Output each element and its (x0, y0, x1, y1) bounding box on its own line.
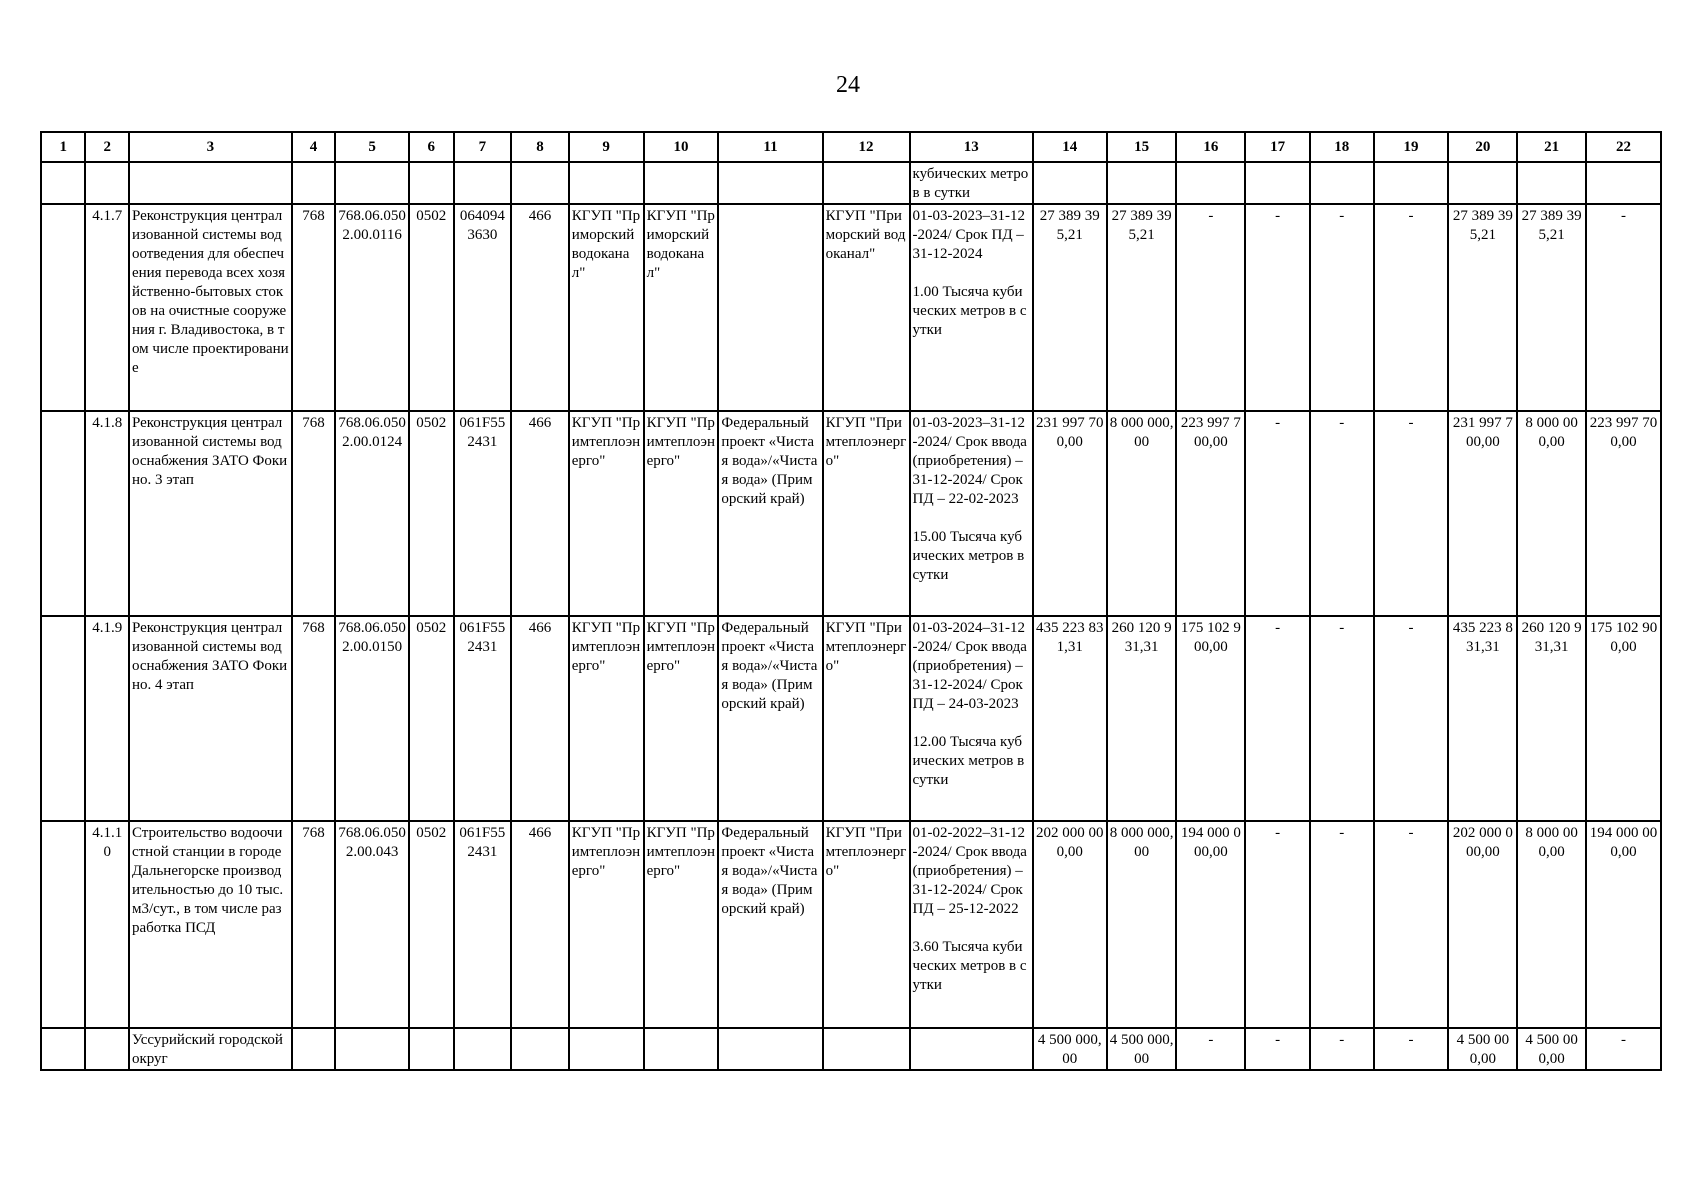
cell: - (1586, 204, 1661, 411)
cell: 4 500 000,00 (1107, 1028, 1177, 1070)
cell: 01-03-2023–31-12-2024/ Срок ПД – 31-12-2024 1.00 Тысяча кубических метров в сутки (910, 204, 1033, 411)
cell: 202 000 000,00 (1448, 821, 1517, 1028)
district-name: Уссурийский городской округ (129, 1028, 292, 1070)
cell: - (1586, 1028, 1661, 1070)
cell: - (1310, 204, 1374, 411)
cell: 768 (292, 411, 335, 616)
cell: - (1310, 1028, 1374, 1070)
col-header: 18 (1310, 132, 1374, 162)
cell (41, 411, 85, 616)
cell (1176, 162, 1245, 204)
cell: 175 102 900,00 (1176, 616, 1245, 821)
cell: 260 120 931,31 (1517, 616, 1586, 821)
cell (335, 162, 409, 204)
cell (1310, 162, 1374, 204)
cell: 768 (292, 616, 335, 821)
cell (41, 616, 85, 821)
col-header: 9 (569, 132, 644, 162)
cell: 8 000 000,00 (1107, 821, 1177, 1028)
cell (41, 1028, 85, 1070)
cell: - (1374, 1028, 1449, 1070)
cell: КГУП "Примтеплоэнерго" (644, 411, 719, 616)
cell: - (1310, 821, 1374, 1028)
cell: 061F552431 (454, 411, 512, 616)
cell: 768 (292, 204, 335, 411)
col-header: 17 (1245, 132, 1310, 162)
cell (41, 821, 85, 1028)
cell: 435 223 831,31 (1448, 616, 1517, 821)
cell (85, 1028, 128, 1070)
cell (409, 1028, 453, 1070)
cell: КГУП "Примтеплоэнерго" (823, 821, 910, 1028)
cell (292, 162, 335, 204)
cell: 8 000 000,00 (1517, 821, 1586, 1028)
cell: - (1245, 204, 1310, 411)
row-number: 4.1.10 (85, 821, 128, 1028)
table-row (41, 204, 1661, 411)
col-header: 20 (1448, 132, 1517, 162)
col-header: 12 (823, 132, 910, 162)
col-header: 7 (454, 132, 512, 162)
cell (569, 1028, 644, 1070)
cell: 768.06.0502.00.0150 (335, 616, 409, 821)
cell: 27 389 395,21 (1107, 204, 1177, 411)
col-header: 21 (1517, 132, 1586, 162)
cell (910, 1028, 1033, 1070)
cell: КГУП "Приморский водоканал" (644, 204, 719, 411)
cell: КГУП "Примтеплоэнерго" (569, 616, 644, 821)
cell: - (1245, 1028, 1310, 1070)
cell: 27 389 395,21 (1517, 204, 1586, 411)
cell: - (1374, 204, 1449, 411)
row-number: 4.1.8 (85, 411, 128, 616)
table-row (41, 1028, 1661, 1070)
cell: 231 997 700,00 (1033, 411, 1107, 616)
table-row (41, 411, 1661, 616)
object-name: Реконструкция централизованной системы водоснабжения ЗАТО Фокино. 3 этап (129, 411, 292, 616)
cell (718, 162, 822, 204)
col-header: 5 (335, 132, 409, 162)
cell (718, 1028, 822, 1070)
cell: 223 997 700,00 (1586, 411, 1661, 616)
cell (454, 1028, 512, 1070)
cell: 0640943630 (454, 204, 512, 411)
cell: 01-03-2023–31-12-2024/ Срок ввода (приобретения) – 31-12-2024/ Срок ПД – 22-02-2023 15.00 Тысяча кубических метров в сутки (910, 411, 1033, 616)
cell (511, 1028, 569, 1070)
cell: 175 102 900,00 (1586, 616, 1661, 821)
cell: кубических метров в сутки (910, 162, 1033, 204)
cell (292, 1028, 335, 1070)
cell (454, 162, 512, 204)
cell: 0502 (409, 616, 453, 821)
cell (41, 162, 85, 204)
table-row (41, 616, 1661, 821)
cell: 466 (511, 411, 569, 616)
cell: КГУП "Приморский водоканал" (823, 204, 910, 411)
cell (1245, 162, 1310, 204)
row-number: 4.1.7 (85, 204, 128, 411)
cell: 768 (292, 821, 335, 1028)
cell: - (1374, 821, 1449, 1028)
cell (569, 162, 644, 204)
cell: 466 (511, 616, 569, 821)
cell (718, 204, 822, 411)
table-row (41, 821, 1661, 1028)
col-header: 22 (1586, 132, 1661, 162)
cell: 260 120 931,31 (1107, 616, 1177, 821)
cell: КГУП "Примтеплоэнерго" (569, 821, 644, 1028)
cell (1374, 162, 1449, 204)
header-row (41, 132, 1661, 162)
cell (41, 204, 85, 411)
cell (335, 1028, 409, 1070)
cell: КГУП "Примтеплоэнерго" (569, 411, 644, 616)
cell: Федеральный проект «Чистая вода»/«Чистая вода» (Приморский край) (718, 616, 822, 821)
cell: - (1176, 204, 1245, 411)
cell: 231 997 700,00 (1448, 411, 1517, 616)
col-header: 3 (129, 132, 292, 162)
object-name: Реконструкция централизованной системы водоотведения для обеспечения перевода всех хозяйственно-бытовых стоков на очистные сооружения г. Владивостока, в том числе проектирование (129, 204, 292, 411)
cell: - (1245, 616, 1310, 821)
cell: Федеральный проект «Чистая вода»/«Чистая вода» (Приморский край) (718, 411, 822, 616)
cell (1107, 162, 1177, 204)
cell: 01-02-2022–31-12-2024/ Срок ввода (приобретения) – 31-12-2024/ Срок ПД – 25-12-2022 3.60 Тысяча кубических метров в сутки (910, 821, 1033, 1028)
cell: 4 500 000,00 (1448, 1028, 1517, 1070)
cell (1033, 162, 1107, 204)
cell (409, 162, 453, 204)
cell: 768.06.0502.00.0116 (335, 204, 409, 411)
cell: 435 223 831,31 (1033, 616, 1107, 821)
cell: - (1245, 821, 1310, 1028)
cell (1448, 162, 1517, 204)
cell (1586, 162, 1661, 204)
col-header: 15 (1107, 132, 1177, 162)
col-header: 14 (1033, 132, 1107, 162)
cell: 061F552431 (454, 616, 512, 821)
col-header: 2 (85, 132, 128, 162)
cell: 202 000 000,00 (1033, 821, 1107, 1028)
col-header: 1 (41, 132, 85, 162)
cell (823, 162, 910, 204)
cell (644, 162, 719, 204)
cell: КГУП "Примтеплоэнерго" (823, 411, 910, 616)
cell: 0502 (409, 411, 453, 616)
cell: 8 000 000,00 (1107, 411, 1177, 616)
cell: 27 389 395,21 (1033, 204, 1107, 411)
cell (1517, 162, 1586, 204)
object-name: Реконструкция централизованной системы водоснабжения ЗАТО Фокино. 4 этап (129, 616, 292, 821)
cell (85, 162, 128, 204)
col-header: 16 (1176, 132, 1245, 162)
col-header: 10 (644, 132, 719, 162)
cell: - (1310, 616, 1374, 821)
cell (644, 1028, 719, 1070)
cell: КГУП "Примтеплоэнерго" (644, 616, 719, 821)
cell: 4 500 000,00 (1517, 1028, 1586, 1070)
cell: 194 000 000,00 (1176, 821, 1245, 1028)
page-number: 24 (836, 72, 860, 98)
cell: КГУП "Примтеплоэнерго" (644, 821, 719, 1028)
program-table (40, 131, 1662, 1071)
col-header: 8 (511, 132, 569, 162)
col-header: 13 (910, 132, 1033, 162)
cell: 8 000 000,00 (1517, 411, 1586, 616)
cell: 061F552431 (454, 821, 512, 1028)
object-name: Строительство водоочистной станции в городе Дальнегорске производительностью до 10 тыс. м3/сут., в том числе разработка ПСД (129, 821, 292, 1028)
cell: 194 000 000,00 (1586, 821, 1661, 1028)
cell (511, 162, 569, 204)
cell: 0502 (409, 821, 453, 1028)
cell (129, 162, 292, 204)
cell: 223 997 700,00 (1176, 411, 1245, 616)
table-row (41, 162, 1661, 204)
cell: 01-03-2024–31-12-2024/ Срок ввода (приобретения) – 31-12-2024/ Срок ПД – 24-03-2023 12.00 Тысяча кубических метров в сутки (910, 616, 1033, 821)
cell: КГУП "Приморский водоканал" (569, 204, 644, 411)
cell: - (1245, 411, 1310, 616)
cell (823, 1028, 910, 1070)
cell: 27 389 395,21 (1448, 204, 1517, 411)
col-header: 11 (718, 132, 822, 162)
cell: 466 (511, 821, 569, 1028)
cell: 0502 (409, 204, 453, 411)
cell: - (1176, 1028, 1245, 1070)
cell: 466 (511, 204, 569, 411)
cell: - (1374, 616, 1449, 821)
cell: 768.06.0502.00.043 (335, 821, 409, 1028)
cell: Федеральный проект «Чистая вода»/«Чистая вода» (Приморский край) (718, 821, 822, 1028)
row-number: 4.1.9 (85, 616, 128, 821)
col-header: 4 (292, 132, 335, 162)
cell: КГУП "Примтеплоэнерго" (823, 616, 910, 821)
cell: 768.06.0502.00.0124 (335, 411, 409, 616)
col-header: 19 (1374, 132, 1449, 162)
col-header: 6 (409, 132, 453, 162)
cell: - (1310, 411, 1374, 616)
cell: - (1374, 411, 1449, 616)
cell: 4 500 000,00 (1033, 1028, 1107, 1070)
